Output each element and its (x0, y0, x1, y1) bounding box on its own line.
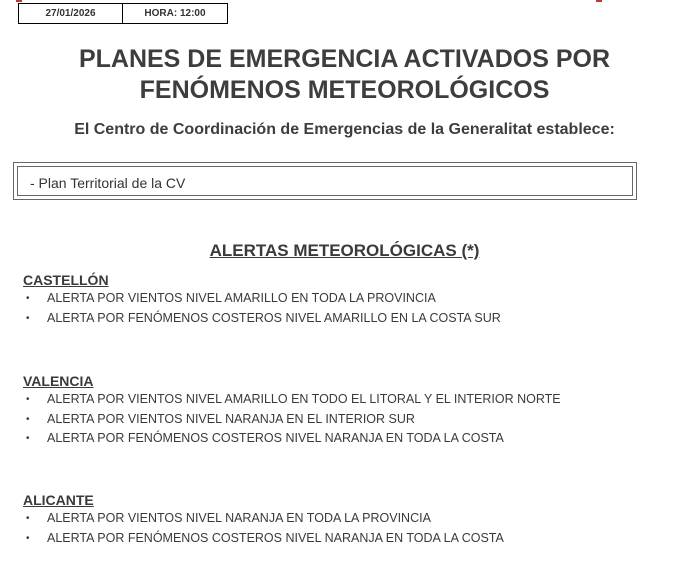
active-plan-item: - Plan Territorial de la CV (30, 175, 186, 191)
alert-list (23, 390, 663, 449)
region-alicante (23, 491, 663, 548)
alert-text: ALERTA POR VIENTOS NIVEL AMARILLO EN TODA LA PROVINCIA (47, 291, 436, 305)
alert-text: ALERTA POR FENÓMENOS COSTEROS NIVEL NARANJA EN TODA LA COSTA (47, 530, 504, 545)
active-plans-box (13, 162, 637, 200)
report-time: HORA: 12:00 (123, 4, 228, 24)
active-plans-inner-border (17, 166, 633, 196)
alert-item (23, 390, 663, 410)
alert-list (23, 509, 663, 548)
page-title-line-1: PLANES DE EMERGENCIA ACTIVADOS POR (78, 45, 611, 73)
header-info-table (18, 3, 228, 24)
page-title (0, 44, 681, 106)
alert-item (23, 410, 663, 430)
alert-text: ALERTA POR VIENTOS NIVEL NARANJA EN TODA LA PROVINCIA (47, 511, 431, 525)
page-subtitle: El Centro de Coordinación de Emergencias de la Generalitat establece: (74, 121, 615, 138)
region-name: VALENCIA (23, 373, 94, 389)
alert-item (23, 529, 663, 549)
page-title-line-2: FENÓMENOS METEOROLÓGICOS (139, 76, 550, 104)
alert-item (23, 429, 663, 449)
bullet-icon: • (26, 293, 30, 304)
region-castellon (23, 271, 663, 328)
alert-text: ALERTA POR FENÓMENOS COSTEROS NIVEL AMARILLO EN LA COSTA SUR (47, 310, 501, 325)
region-valencia (23, 372, 663, 449)
header-red-mark-right (596, 0, 602, 2)
region-name: ALICANTE (23, 492, 94, 508)
bullet-icon: • (26, 532, 30, 544)
bullet-icon: • (26, 394, 30, 405)
bullet-icon: • (26, 312, 30, 324)
alerts-heading: ALERTAS METEOROLÓGICAS (*) (209, 241, 480, 260)
alert-text: ALERTA POR FENÓMENOS COSTEROS NIVEL NARANJA EN TODA LA COSTA (47, 431, 504, 445)
bullet-icon: • (26, 513, 30, 524)
alert-text: ALERTA POR VIENTOS NIVEL NARANJA EN EL INTERIOR SUR (47, 411, 415, 426)
region-name: CASTELLÓN (23, 272, 109, 288)
bullet-icon: • (26, 433, 30, 444)
bullet-icon: • (26, 413, 30, 425)
alert-item (23, 309, 663, 329)
alert-item (23, 289, 663, 309)
report-date: 27/01/2026 (19, 4, 123, 24)
header-red-mark-left (16, 0, 22, 2)
alert-list (23, 289, 663, 328)
alert-text: ALERTA POR VIENTOS NIVEL AMARILLO EN TODO EL LITORAL Y EL INTERIOR NORTE (47, 392, 561, 406)
alert-item (23, 509, 663, 529)
